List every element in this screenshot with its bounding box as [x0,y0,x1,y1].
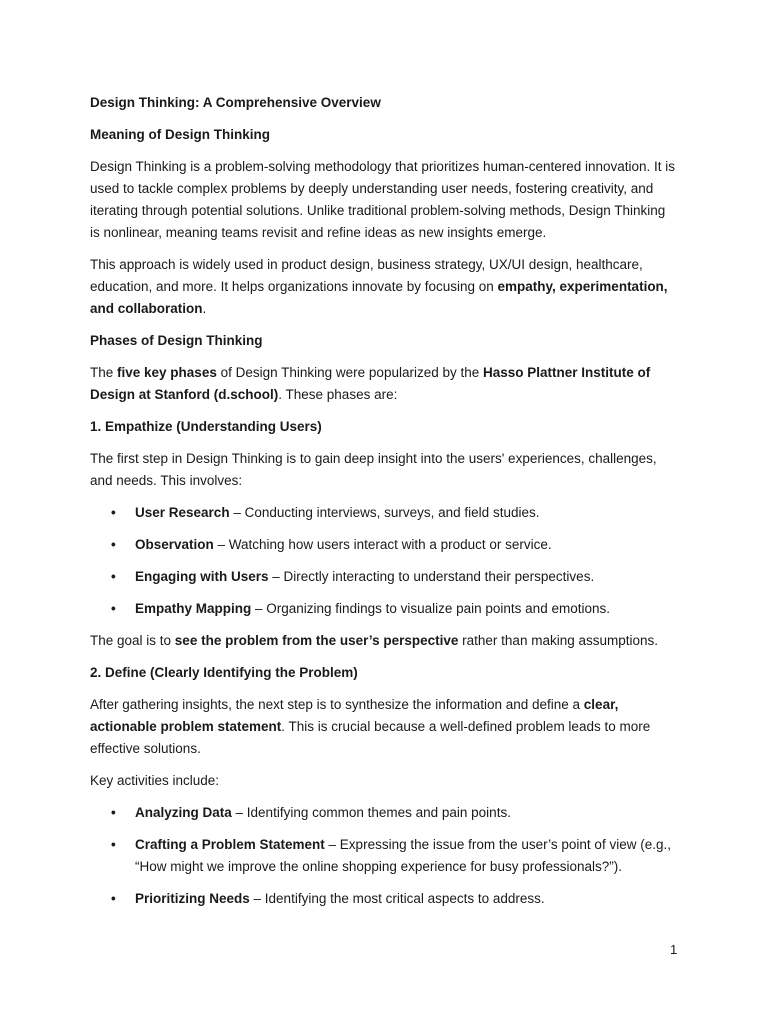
empathize-intro: The first step in Design Thinking is to gain deep insight into the users' experiences, challenges, and needs. This involves: [90,451,657,488]
list-item-desc: – Directly interacting to understand their perspectives. [268,569,595,584]
bullet-icon: • [111,537,116,552]
empathize-heading: 1. Empathize (Understanding Users) [90,419,322,434]
phases-paragraph [90,362,678,406]
list-item [90,834,678,878]
list-item-desc: – Identifying the most critical aspects to address. [249,891,545,906]
goal-emphasis: see the problem from the user’s perspective [174,633,459,648]
key-activities-label: Key activities include: [90,773,220,788]
list-item [90,802,678,824]
list-item [90,534,678,556]
list-item [90,888,678,910]
list-item-term: Empathy Mapping [135,601,252,616]
empathize-list [90,502,678,620]
list-item-term: Prioritizing Needs [135,891,250,906]
list-item [90,566,678,588]
meaning-paragraph-2 [90,254,678,320]
list-item-desc: – Organizing findings to visualize pain points and emotions. [251,601,610,616]
bullet-icon: • [111,805,116,820]
list-item-term: Analyzing Data [135,805,232,820]
document-title: Design Thinking: A Comprehensive Overview [90,95,381,110]
page-number: 1 [670,942,678,957]
phases-heading: Phases of Design Thinking [90,333,263,348]
list-item-desc: – Expressing the issue from the user’s point of view (e.g., “How might we improve the online shopping experience for busy professionals?”). [135,837,671,874]
phases-p-emphasis-1: five key phases [117,365,217,380]
list-item-desc: – Conducting interviews, surveys, and field studies. [229,505,540,520]
bullet-icon: • [111,891,116,906]
bullet-icon: • [111,569,116,584]
phases-p-emphasis-2: Hasso Plattner Institute of Design at Stanford (d.school) [90,365,651,402]
define-intro-text-a: After gathering insights, the next step is to synthesize the information and define a [90,697,584,712]
bullet-icon: • [111,601,116,616]
bullet-icon: • [111,505,116,520]
define-intro-emphasis: clear, actionable problem statement [90,697,619,734]
define-intro-text-c: . This is crucial because a well-defined problem leads to more effective solutions. [90,719,651,756]
list-item [90,502,678,524]
empathize-goal [90,630,678,652]
goal-text-a: The goal is to [90,633,175,648]
meaning-paragraph-1: Design Thinking is a problem-solving methodology that prioritizes human-centered innovation. It is used to tackle complex problems by deeply understanding user needs, fostering creativity, and iterating through potential solutions. Unlike traditional problem-solving methods, Design Thinking is nonlinear, meaning teams revisit and refine ideas as new insights emerge. [90,159,676,240]
list-item-desc: – Watching how users interact with a product or service. [213,537,552,552]
define-heading: 2. Define (Clearly Identifying the Problem) [90,665,358,680]
phases-p-text-c: of Design Thinking were popularized by the [216,365,484,380]
define-list [90,802,678,910]
phases-p-text-a: The [90,365,118,380]
phases-p-text-e: . These phases are: [278,387,398,402]
list-item-term: Observation [135,537,214,552]
meaning-heading: Meaning of Design Thinking [90,127,270,142]
meaning-p2-text-c: . [202,301,207,316]
list-item-term: Engaging with Users [135,569,269,584]
define-intro [90,694,678,760]
bullet-icon: • [111,837,116,852]
meaning-p2-text-a: This approach is widely used in product design, business strategy, UX/UI design, healthcare, education, and more. It helps organizations innovate by focusing on [90,257,643,294]
meaning-p2-emphasis: empathy, experimentation, and collaboration [90,279,668,316]
list-item-term: Crafting a Problem Statement [135,837,325,852]
list-item-desc: – Identifying common themes and pain points. [231,805,511,820]
list-item [90,598,678,620]
goal-text-c: rather than making assumptions. [458,633,659,648]
list-item-term: User Research [135,505,230,520]
